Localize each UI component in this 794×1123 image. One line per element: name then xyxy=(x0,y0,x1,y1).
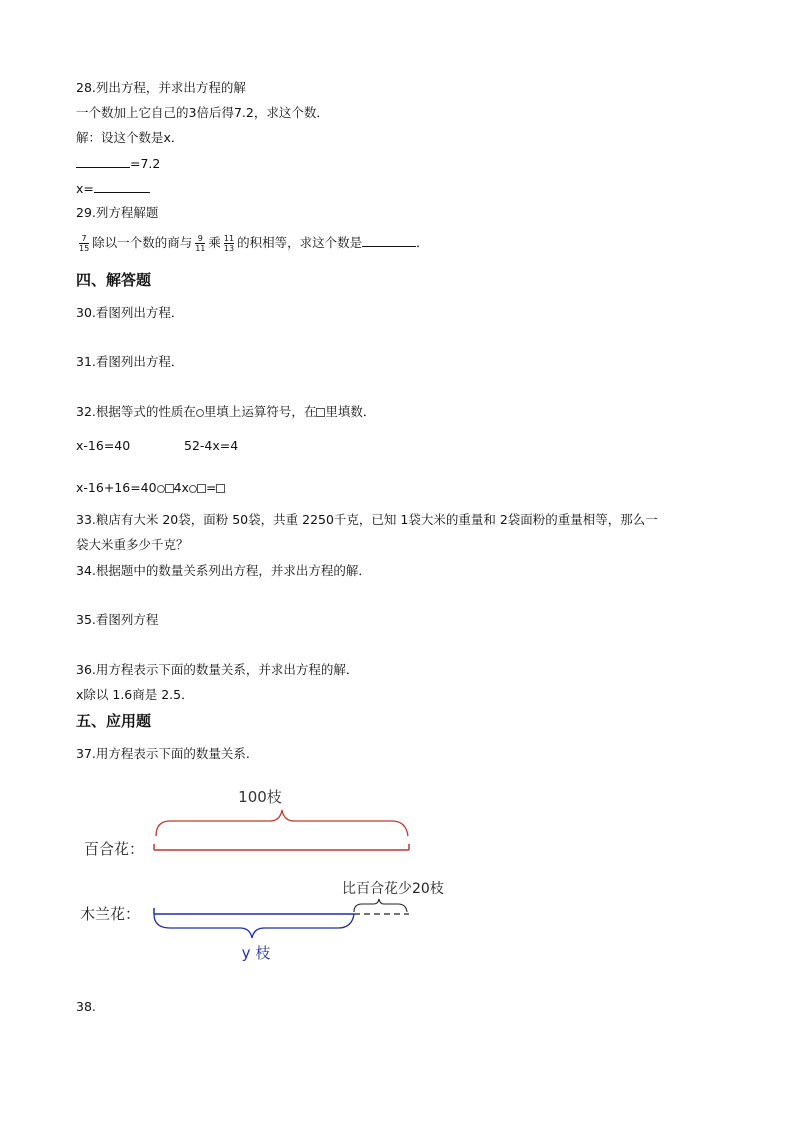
q28-stem: 一个数加上它自己的3倍后得7.2，求这个数． xyxy=(76,105,329,120)
q32-title: 32.根据等式的性质在 里填上运算符号，在 里填数． xyxy=(76,404,376,419)
number-box[interactable] xyxy=(216,484,225,493)
line-segment-diagram xyxy=(70,778,470,968)
q35-title: 35.看图列方程 xyxy=(76,612,159,627)
q33-line-2: 袋大米重多少千克？ xyxy=(76,537,189,552)
q28-equation xyxy=(76,155,160,172)
section-heading-5: 五、应用题 xyxy=(76,712,152,730)
q29-title: 29.列方程解题 xyxy=(76,205,159,220)
fraction-11-13: $\frac{11}{13}$ xyxy=(223,234,235,253)
q29-stem xyxy=(76,234,429,253)
q32-equation-2: 52-4x=4 xyxy=(184,438,239,453)
fraction-7-15: $\frac{7}{15}$ xyxy=(79,234,90,253)
q37-title: 37.用方程表示下面的数量关系. xyxy=(76,746,250,761)
q29-text-4: ． xyxy=(416,235,429,250)
q34-title: 34.根据题中的数量关系列出方程，并求出方程的解． xyxy=(76,563,371,578)
q32-steps: x-16+16=40 4x = xyxy=(76,480,225,496)
fraction-9-11: $\frac{9}{11}$ xyxy=(195,234,206,253)
number-box[interactable] xyxy=(165,484,174,493)
magnolia-label: 木兰花： xyxy=(80,905,141,923)
q31-title: 31.看图列出方程． xyxy=(76,354,184,369)
y-label: y 枝 xyxy=(241,944,271,962)
q33-line-1: 33.粮店有大米 20袋，面粉 50袋，共重 2250千克，已知 1袋大米的重量和 2袋面粉的重量相等，那么一 xyxy=(76,512,658,527)
number-box[interactable] xyxy=(197,484,206,493)
answer-blank[interactable] xyxy=(362,234,416,247)
difference-label: 比百合花少20枝 xyxy=(342,881,444,897)
difference-brace xyxy=(354,899,407,912)
lily-label: 百合花： xyxy=(84,840,145,858)
q29-text-2: 乘 xyxy=(208,235,221,250)
circle-symbol xyxy=(196,409,204,417)
q28-eq-rhs: =7.2 xyxy=(130,156,161,171)
q28-answer xyxy=(76,180,150,197)
q36-title: 36.用方程表示下面的数量关系，并求出方程的解． xyxy=(76,662,359,677)
operator-circle[interactable] xyxy=(189,485,197,493)
q32-equation-1: x-16=40 xyxy=(76,438,131,453)
section-heading-4: 四、解答题 xyxy=(76,271,152,289)
q29-text-3: 的积相等，求这个数是 xyxy=(237,235,363,250)
total-label: 100枝 xyxy=(238,788,282,806)
q38-title: 38. xyxy=(76,999,96,1014)
q28-title: 28.列出方程，并求出方程的解 xyxy=(76,80,246,95)
q36-stem: x除以 1.6商是 2.5． xyxy=(76,687,194,702)
answer-blank[interactable] xyxy=(76,155,130,168)
q28-setup: 解：设这个数是x． xyxy=(76,130,184,145)
operator-circle[interactable] xyxy=(157,485,165,493)
q28-x-prefix: x= xyxy=(76,181,94,196)
q30-title: 30.看图列出方程． xyxy=(76,305,184,320)
top-brace xyxy=(156,810,408,836)
q29-text-1: 除以一个数的商与 xyxy=(92,235,193,250)
answer-blank[interactable] xyxy=(94,180,150,193)
bottom-brace xyxy=(154,914,354,938)
